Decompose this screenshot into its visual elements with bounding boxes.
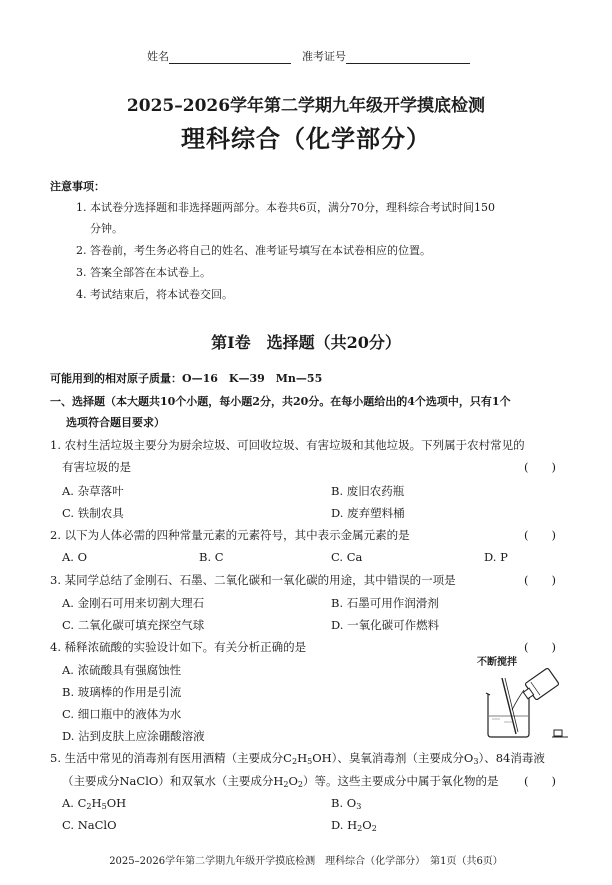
exam-id-label: 准考证号	[302, 50, 346, 63]
q2-option-d: D. P	[484, 550, 508, 564]
notice-item-4: 4. 考试结束后，将本试卷交回。	[76, 288, 233, 301]
q4-option-b: B. 玻璃棒的作用是引流	[62, 685, 182, 699]
exam-id-field	[302, 48, 470, 64]
q3-option-b: B. 石墨可用作润滑剂	[331, 596, 439, 610]
q3-option-c: C. 二氧化碳可填充探空气球	[62, 618, 205, 632]
q5-a-post: OH	[106, 796, 127, 810]
q4-option-c: C. 细口瓶中的液体为水	[62, 707, 182, 721]
q5-stem-1c: OH）、臭氧消毒剂（主要成分O	[312, 751, 474, 765]
subject-title: 理科综合（化学部分）	[181, 124, 431, 153]
q4-option-d: D. 沾到皮肤上应涂硼酸溶液	[62, 729, 205, 743]
q5-a-sub2: 5	[101, 802, 107, 811]
q5-d-mid: O	[362, 818, 372, 832]
q3-stem: 3. 某同学总结了金刚石、石墨、二氧化碳和一氧化碳的用途，其中错误的一项是	[50, 573, 456, 587]
q1-option-c: C. 铁制农具	[62, 506, 124, 520]
beaker-icon	[488, 694, 529, 737]
instruction-line-2: 选项符合题目要求）	[66, 416, 165, 429]
q1-option-b: B. 废旧农药瓶	[331, 484, 405, 498]
notice-item-1: 1. 本试卷分选择题和非选择题两部分。本卷共6页，满分70分，理科综合考试时间150	[76, 201, 495, 214]
q1-option-d: D. 废弃塑料桶	[331, 506, 405, 520]
q5-sub-a: 2	[291, 757, 298, 766]
q3-option-d: D. 一氧化碳可作燃料	[331, 618, 440, 632]
q3-option-a: A. 金刚石可用来切割大理石	[62, 596, 205, 610]
q4-stem: 4. 稀释浓硫酸的实验设计如下。有关分析正确的是	[50, 640, 307, 654]
name-line	[169, 63, 291, 64]
q4-option-a: A. 浓硫酸具有强腐蚀性	[62, 663, 182, 677]
q5-sub-b: 5	[307, 757, 313, 766]
stopper-icon	[554, 730, 562, 736]
q1-stem-line-2: 有害垃圾的是	[62, 460, 131, 474]
q5-d-pre: D. H	[331, 818, 358, 832]
q5-stem-line-2	[62, 773, 499, 789]
q2-option-c: C. Ca	[331, 550, 363, 564]
section-title: 第Ⅰ卷 选择题（共20分）	[211, 333, 401, 352]
exam-id-line	[346, 63, 470, 64]
q5-option-b	[331, 796, 361, 810]
q5-stem-1a: 5. 生活中常见的消毒剂有医用酒精（主要成分C	[50, 751, 292, 765]
q5-answer-paren: ( )	[524, 774, 556, 788]
q5-a-mid: H	[91, 796, 102, 810]
q2-stem: 2. 以下为人体必需的四种常量元素的元素符号，其中表示金属元素的是	[50, 528, 410, 542]
page-footer: 2025–2026学年第二学期九年级开学摸底检测 理科综合（化学部分） 第1页（共6页）	[109, 856, 503, 867]
name-label: 姓名	[147, 50, 169, 63]
q5-stem-2b: O	[288, 774, 298, 788]
q5-b-sub: 3	[356, 802, 362, 811]
notice-heading: 注意事项：	[50, 180, 105, 193]
q5-option-c: C. NaClO	[62, 818, 117, 832]
q1-answer-paren: ( )	[524, 460, 556, 474]
q5-sub-c: 3	[473, 757, 479, 766]
q2-answer-paren: ( )	[524, 528, 556, 542]
notice-item-1-cont: 分钟。	[90, 222, 123, 235]
q5-a-sub1: 2	[86, 802, 92, 811]
name-field	[147, 48, 291, 64]
q5-d-sub1: 2	[357, 824, 363, 833]
notice-item-3: 3. 答案全部答在本试卷上。	[76, 266, 211, 279]
q5-sub-d: 2	[283, 780, 289, 789]
q2-option-a: A. O	[62, 550, 88, 564]
q5-d-sub2: 2	[371, 824, 377, 833]
stir-label: 不断搅拌	[477, 657, 517, 668]
q5-stem-line-1	[50, 750, 545, 766]
q5-stem-2a: （主要成分NaClO）和双氧水（主要成分H	[62, 774, 284, 788]
reagent-bottle-icon	[520, 668, 559, 704]
q5-option-d	[331, 818, 377, 832]
q5-stem-1b: H	[297, 751, 308, 765]
notice-item-2: 2. 答卷前，考生务必将自己的姓名、准考证号填写在本试卷相应的位置。	[76, 244, 431, 257]
q5-sub-e: 2	[297, 780, 304, 789]
q5-stem-2c: ）等。这些主要成分中属于氧化物的是	[303, 774, 499, 788]
q3-answer-paren: ( )	[524, 573, 556, 587]
q4-answer-paren: ( )	[524, 640, 556, 654]
dilution-apparatus-figure	[482, 664, 572, 740]
q2-option-b: B. C	[199, 550, 224, 564]
q1-option-a: A. 杂草落叶	[62, 484, 124, 498]
atomic-mass-line: 可能用到的相对原子质量：O—16 K—39 Mn—55	[50, 372, 323, 385]
exam-title: 2025–2026学年第二学期九年级开学摸底检测	[126, 96, 486, 116]
q1-stem-line-1: 1. 农村生活垃圾主要分为厨余垃圾、可回收垃圾、有害垃圾和其他垃圾。下列属于农村常见的	[50, 438, 525, 452]
q5-b-pre: B. O	[331, 796, 357, 810]
q5-a-pre: A. C	[62, 796, 87, 810]
instruction-line-1: 一、选择题（本大题共10个小题，每小题2分，共20分。在每小题给出的4个选项中，只有1个	[50, 395, 511, 408]
q5-stem-1d: ）、84消毒液	[478, 751, 545, 765]
q5-option-a	[62, 796, 126, 810]
